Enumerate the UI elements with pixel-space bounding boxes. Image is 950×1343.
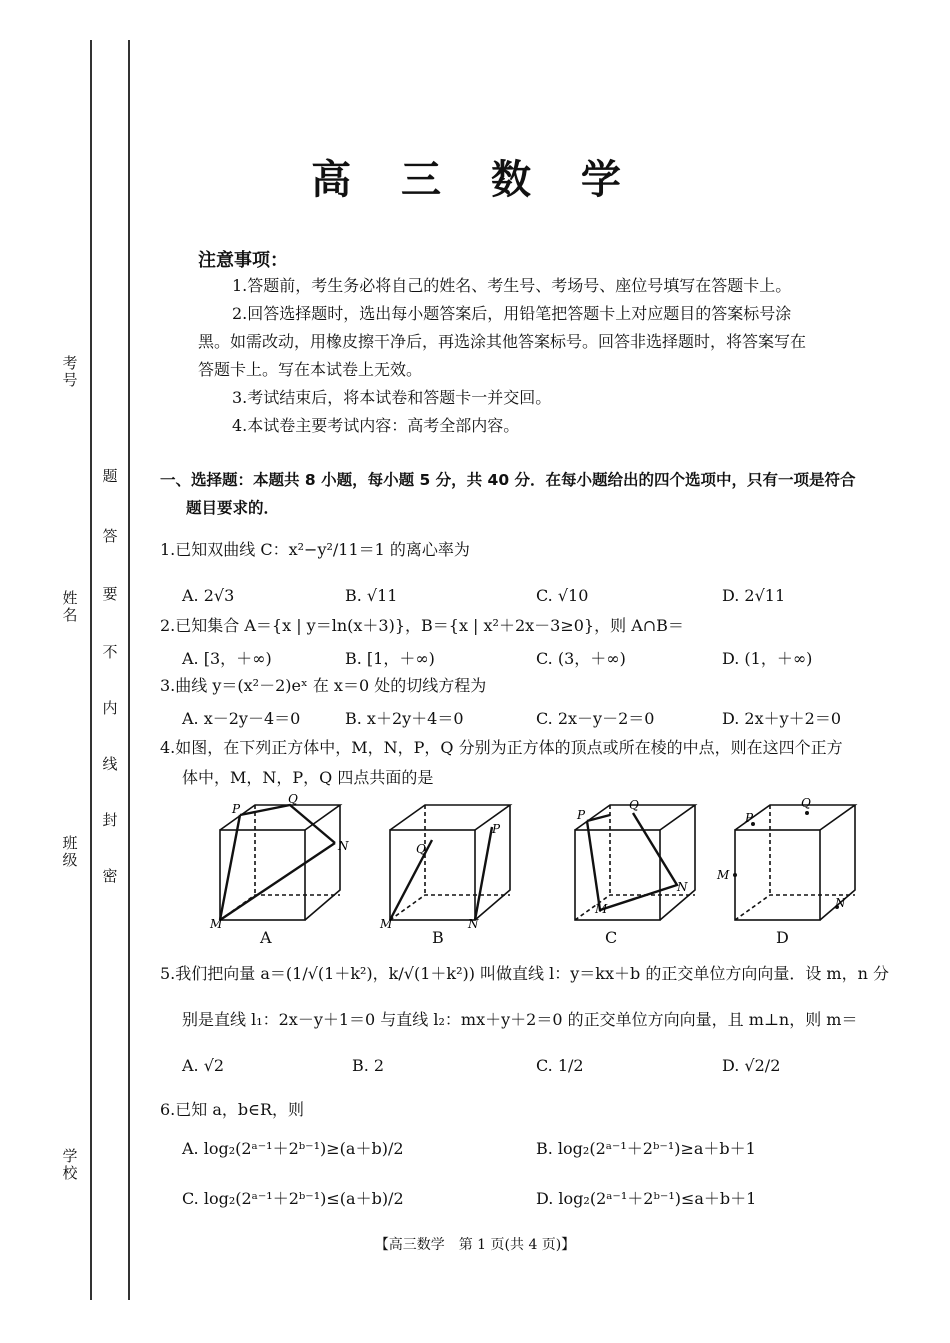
seal-char: 答 <box>102 527 118 545</box>
figure-label-b: B <box>432 928 444 947</box>
question-2-stem: 2.已知集合 A＝{x | y＝ln(x＋3)}，B＝{x | x²＋2x－3≥0}，则 A∩B＝ <box>160 616 684 635</box>
seal-char: 封 <box>102 811 118 829</box>
seal-char: 题 <box>102 467 118 485</box>
field-class: 班级 <box>62 834 78 869</box>
q1-option-d: D. 2√11 <box>722 586 786 605</box>
q1-option-c: C. √10 <box>536 586 589 605</box>
seal-char: 密 <box>102 867 118 885</box>
cube-a-q-label: Q <box>288 792 298 806</box>
question-4-stem: 4.如图，在下列正方体中，M，N，P，Q 分别为正方体的顶点或所在棱的中点，则在这四个正方 <box>160 738 843 757</box>
cube-figure-a <box>210 792 350 931</box>
field-school: 学校 <box>62 1147 78 1182</box>
page-title: 高 三 数 学 <box>311 157 639 203</box>
q5-option-c: C. 1/2 <box>536 1056 584 1075</box>
cube-d-m-label: M <box>717 868 730 882</box>
notice-heading: 注意事项： <box>198 250 288 271</box>
notice-item: 4.本试卷主要考试内容：高考全部内容。 <box>232 416 520 435</box>
cube-b-n-label: N <box>468 917 479 931</box>
cube-b-p-label: P <box>492 822 501 836</box>
figure-label-c: C <box>605 928 618 947</box>
q5-option-a: A. √2 <box>182 1056 225 1075</box>
q2-option-b: B. [1，＋∞) <box>345 649 435 668</box>
notice-item: 2.回答选择题时，选出每小题答案后，用铅笔把答题卡上对应题目的答案标号涂 <box>232 304 792 323</box>
q3-option-c: C. 2x－y－2＝0 <box>536 709 655 728</box>
q1-option-a: A. 2√3 <box>182 586 235 605</box>
figure-label-d: D <box>776 928 789 947</box>
cube-d-n-label: N <box>835 896 846 910</box>
cube-figure-d <box>717 795 865 930</box>
cube-d-point-q <box>805 811 809 815</box>
cube-a-p-label: P <box>232 802 241 816</box>
cube-a-m-label: M <box>210 917 223 931</box>
cube-d-q-label: Q <box>801 796 811 810</box>
margin-line-inner <box>128 40 130 1300</box>
q6-option-b: B. log₂(2ᵃ⁻¹＋2ᵇ⁻¹)≥a＋b＋1 <box>536 1139 756 1158</box>
cube-figure-c <box>565 795 705 930</box>
q3-option-a: A. x－2y－4＝0 <box>182 709 301 728</box>
question-5-stem: 5.我们把向量 a＝(1/√(1＋k²)，k/√(1＋k²)) 叫做直线 l：y＝kx＋b 的正交单位方向向量．设 m，n 分 <box>160 964 889 983</box>
seal-char: 内 <box>102 699 118 717</box>
question-5-stem-cont: 别是直线 l₁：2x－y＋1＝0 与直线 l₂：mx＋y＋2＝0 的正交单位方向向量，且 m⊥n，则 m＝ <box>182 1010 858 1029</box>
q3-option-b: B. x＋2y＋4＝0 <box>345 709 464 728</box>
cube-figure-b <box>380 795 520 930</box>
cube-c-m-label: M <box>595 902 608 916</box>
question-1-stem: 1.已知双曲线 C：x²−y²/11＝1 的离心率为 <box>160 540 470 559</box>
cube-d-point-m <box>733 873 737 877</box>
q2-option-d: D. (1，＋∞) <box>722 649 813 668</box>
q5-option-d: D. √2/2 <box>722 1056 781 1075</box>
seal-char: 要 <box>102 585 118 603</box>
section-heading-cont: 题目要求的． <box>186 499 280 517</box>
q6-option-c: C. log₂(2ᵃ⁻¹＋2ᵇ⁻¹)≤(a＋b)/2 <box>182 1189 404 1208</box>
question-6-stem: 6.已知 a，b∈R，则 <box>160 1100 305 1119</box>
field-exam-number: 考号 <box>62 354 78 389</box>
page-footer: 【高三数学 第 1 页(共 4 页)】 <box>374 1237 576 1253</box>
cube-a-n-label: N <box>338 839 349 853</box>
field-name: 姓名 <box>62 589 78 624</box>
seal-char: 线 <box>102 755 118 773</box>
q6-option-d: D. log₂(2ᵃ⁻¹＋2ᵇ⁻¹)≤a＋b＋1 <box>536 1189 757 1208</box>
cube-c-n-label: N <box>677 880 688 894</box>
cube-c-p-label: P <box>577 808 586 822</box>
question-4-stem-cont: 体中，M，N，P，Q 四点共面的是 <box>182 768 434 787</box>
figure-label-a: A <box>260 928 272 947</box>
notice-item: 1.答题前，考生务必将自己的姓名、考生号、考场号、座位号填写在答题卡上。 <box>232 276 792 295</box>
q2-option-a: A. [3，＋∞) <box>182 649 272 668</box>
q1-option-b: B. √11 <box>345 586 398 605</box>
question-3-stem: 3.曲线 y＝(x²－2)eˣ 在 x＝0 处的切线方程为 <box>160 676 487 695</box>
notice-item: 3.考试结束后，将本试卷和答题卡一并交回。 <box>232 388 552 407</box>
cube-b-m-label: M <box>380 917 393 931</box>
q3-option-d: D. 2x＋y＋2＝0 <box>722 709 842 728</box>
margin-line-outer <box>90 40 92 1300</box>
notice-item: 答题卡上。写在本试卷上无效。 <box>198 360 423 379</box>
seal-char: 不 <box>102 643 118 661</box>
section-heading: 一、选择题：本题共 8 小题，每小题 5 分，共 40 分．在每小题给出的四个选项中，只有一项是符合 <box>160 471 856 489</box>
q2-option-c: C. (3，＋∞) <box>536 649 626 668</box>
cube-d-p-label: P <box>745 811 754 825</box>
notice-item: 黑。如需改动，用橡皮擦干净后，再选涂其他答案标号。回答非选择题时，将答案写在 <box>198 332 807 351</box>
q6-option-a: A. log₂(2ᵃ⁻¹＋2ᵇ⁻¹)≥(a＋b)/2 <box>182 1139 404 1158</box>
q5-option-b: B. 2 <box>352 1056 385 1075</box>
cube-c-q-label: Q <box>629 798 639 812</box>
cube-b-q-label: Q <box>416 842 426 856</box>
